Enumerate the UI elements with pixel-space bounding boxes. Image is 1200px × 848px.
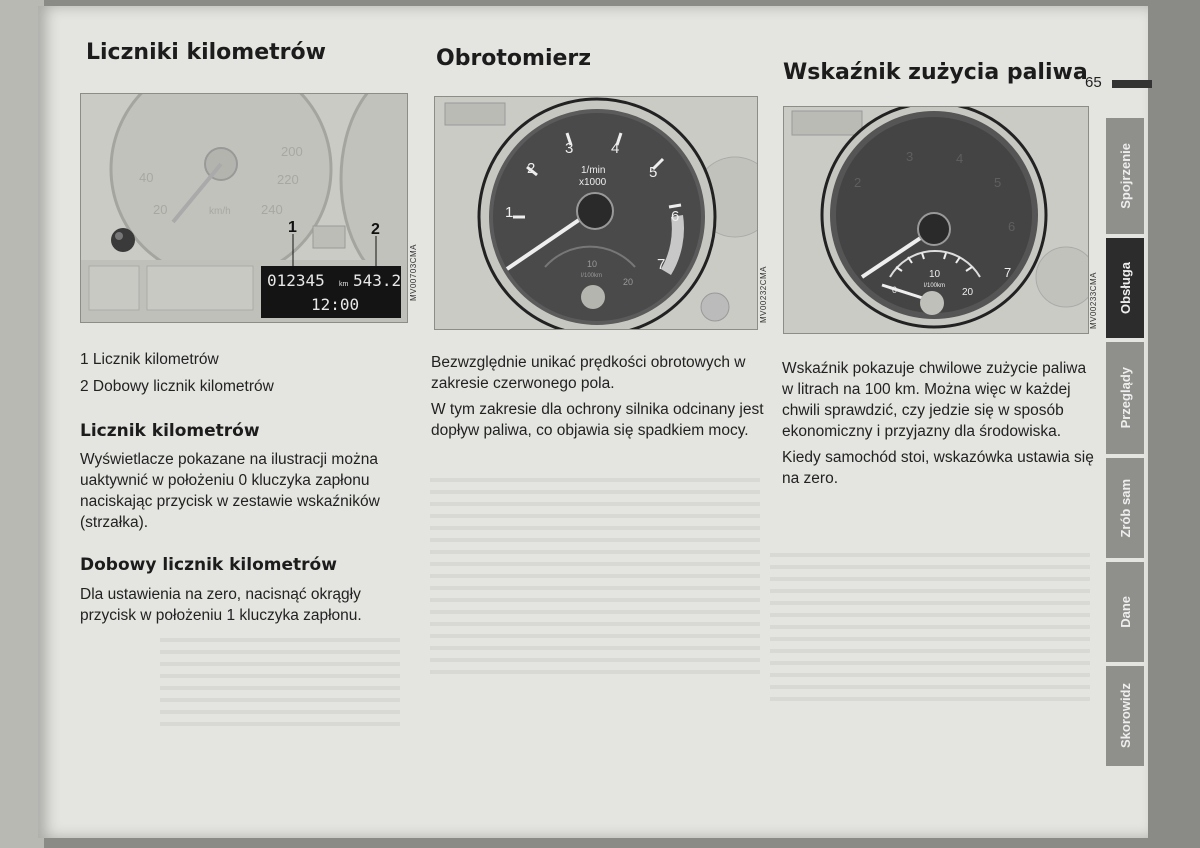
svg-text:5: 5 [994, 175, 1002, 190]
legend-item: 1 Licznik kilometrów [80, 351, 219, 368]
gauge-label: 220 [277, 172, 299, 187]
tacho-number: 7 [657, 256, 666, 273]
lcd-km-label: km [339, 281, 349, 288]
odometer-paragraph: Wyświetlacze pokazane na ilustracji można uaktywnić w położeniu 0 kluczyka zapłonu naciskając przycisk w zestawie wskaźników (strzałka). [80, 451, 380, 531]
gauge-label: 40 [139, 170, 154, 185]
image-code: MV00703CMA [409, 244, 418, 302]
tacho-unit: 1/min [581, 165, 606, 176]
bleed-through-decoration [160, 630, 400, 730]
tacho-number: 5 [649, 164, 658, 181]
image-code: MV00232CMA [759, 266, 768, 324]
fuel-gauge-label: 20 [962, 287, 974, 298]
gauge-label: 20 [153, 202, 168, 217]
svg-text:6: 6 [1008, 219, 1016, 234]
odometer-subheading: Licznik kilometrów [80, 421, 260, 441]
lcd-trip: 543.2 [353, 271, 402, 290]
tacho-unit: x1000 [579, 177, 607, 188]
tacho-number: 6 [671, 208, 680, 225]
tachometer-illustration [434, 96, 758, 330]
small-gauge-label: 10 [587, 259, 598, 269]
legend-item: 2 Dobowy licznik kilometrów [80, 378, 274, 395]
tachometer-paragraph-1: Bezwzględnie unikać prędkości obrotowych w zakresie czerwonego pola. [431, 354, 746, 392]
fuel-gauge-label: 10 [929, 269, 941, 280]
tab-dane[interactable]: Dane [1106, 562, 1144, 662]
odometer-illustration [80, 93, 408, 323]
tachometer-paragraph-2: W tym zakresie dla ochrony silnika odcinany jest dopływ paliwa, co objawia się spadkiem mocy. [431, 401, 764, 439]
callout-2: 2 [371, 221, 380, 238]
tachometer-text [431, 352, 767, 446]
fuel-gauge-figure [784, 107, 1088, 333]
svg-text:3: 3 [906, 149, 914, 164]
tab-przeglady[interactable]: Przeglądy [1106, 342, 1144, 454]
page-number: 65 [1085, 74, 1102, 91]
callout-1: 1 [288, 219, 297, 236]
fuel-paragraph-1: Wskaźnik pokazuje chwilowe zużycie paliwa w litrach na 100 km. Można więc w każdej chwili sprawdzić, czy jedzie się w sposób ekonomiczny i przyjazny dla środowiska. [782, 360, 1087, 440]
fuel-consumption-heading: Wskaźnik zużycia paliwa [783, 60, 1088, 85]
bleed-through-decoration [770, 545, 1090, 705]
tachometer-heading: Obrotomierz [436, 46, 592, 71]
tab-zrob-sam[interactable]: Zrób sam [1106, 458, 1144, 558]
tacho-number: 1 [505, 204, 514, 221]
fuel-gauge-label: l/100km [924, 283, 946, 289]
small-gauge-label: 20 [623, 277, 634, 287]
fuel-consumption-text [782, 358, 1098, 494]
lcd-odometer: 012345 [267, 271, 325, 290]
gauge-label: 240 [261, 202, 283, 217]
image-code: MV00233CMA [1089, 272, 1098, 330]
chapter-tabs [1106, 118, 1144, 770]
reset-button-knob [111, 228, 135, 252]
lcd-clock: 12:00 [311, 295, 360, 314]
svg-text:4: 4 [956, 151, 964, 166]
page-marker-bar [1112, 80, 1152, 88]
svg-text:7: 7 [1004, 265, 1012, 280]
tab-spojrzenie[interactable]: Spojrzenie [1106, 118, 1144, 234]
odometer-heading: Liczniki kilometrów [86, 40, 326, 65]
bleed-through-decoration [430, 470, 760, 680]
fuel-consumption-illustration [783, 106, 1089, 334]
svg-text:2: 2 [854, 175, 862, 190]
tab-skorowidz[interactable]: Skorowidz [1106, 666, 1144, 766]
tacho-number: 2 [527, 160, 536, 177]
odometer-legend [80, 349, 410, 402]
tacho-number: 4 [611, 140, 620, 157]
gauge-label: km/h [209, 206, 231, 217]
fuel-paragraph-2: Kiedy samochód stoi, wskazówka ustawia się na zero. [782, 449, 1094, 487]
tachometer-figure [435, 97, 757, 329]
small-gauge-label: l/100km [581, 273, 603, 279]
gauge-label: 200 [281, 144, 303, 159]
tacho-number: 3 [565, 140, 574, 157]
tab-obsluga[interactable]: Obsługa [1106, 238, 1144, 338]
odometer-figure [81, 94, 407, 322]
trip-odometer-paragraph: Dla ustawienia na zero, nacisnąć okrągły przycisk w położeniu 1 kluczyka zapłonu. [80, 586, 362, 624]
trip-odometer-subheading: Dobowy licznik kilometrów [80, 555, 337, 575]
